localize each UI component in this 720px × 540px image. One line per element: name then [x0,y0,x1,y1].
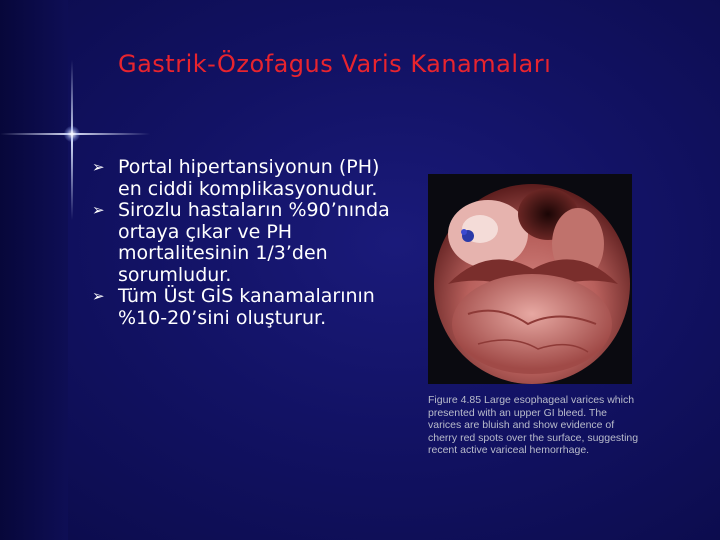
bullet-list [92,157,392,329]
bullet-item [92,286,392,329]
endoscopy-image [428,174,632,384]
bullet-text: Sirozlu hastaların %90’nında ortaya çıkar ve PH mortalitesinin 1/3’den sorumludur. [118,199,390,286]
bullet-item [92,200,392,286]
left-band [0,0,68,540]
bullet-text: Portal hipertansiyonun (PH) en ciddi komplikasyonudur. [118,156,380,200]
bullet-text: Tüm Üst GİS kanamalarının %10-20’sini oluşturur. [118,285,375,329]
sparkle-icon [64,126,80,142]
bullet-item [92,157,392,200]
figure [422,170,640,482]
arrow-bullet-icon: ➢ [92,287,105,305]
arrow-bullet-icon: ➢ [92,158,105,176]
slide-title: Gastrik-Özofagus Varis Kanamaları [118,50,552,78]
arrow-bullet-icon: ➢ [92,201,105,219]
figure-caption: Figure 4.85 Large esophageal varices which presented with an upper GI bleed. The varices are bluish and show evidence of cherry red spots over the surface, suggesting recent active variceal hemorrhage. [428,394,639,456]
